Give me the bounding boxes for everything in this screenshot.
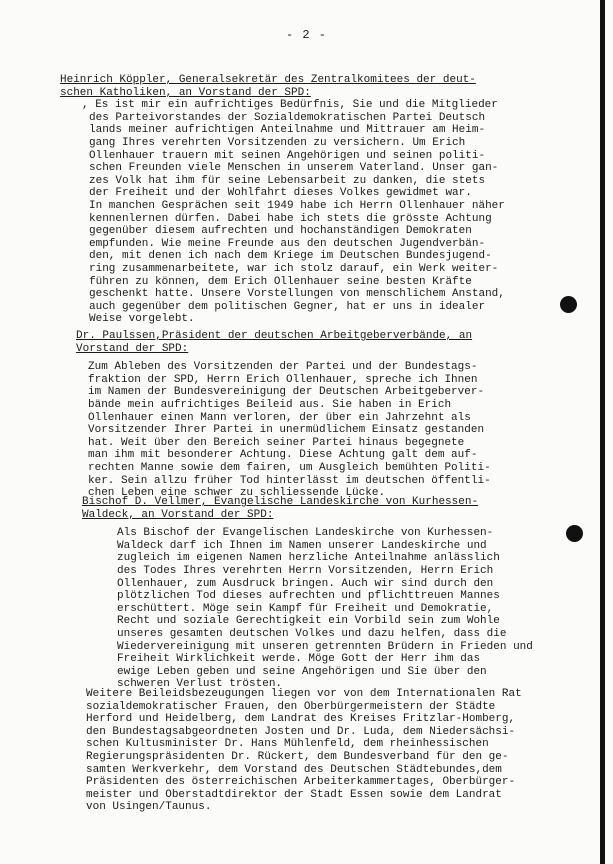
body-line: Wiedervereinigung mit unseren getrennten Brüdern in Frieden und: [117, 640, 533, 653]
body-line: Herford und Heidelberg, dem Landrat des Kreises Fritzlar-Homberg,: [86, 713, 516, 726]
body-line: plötzlichen Tod dieses aufrechten und pflichttreuen Mannes: [117, 590, 500, 603]
body-line: unseres gesamten deutschen Volkes und dazu helfen, dass die: [117, 627, 507, 640]
body-line: meister und Oberstadtdirektor der Stadt Essen sowie dem Landrat: [86, 788, 502, 801]
body-line: den Bundestagsabgeordneten Josten und Dr. Luda, dem Niedersächsi-: [86, 725, 516, 738]
punch-hole-mark: [560, 296, 577, 313]
heading-line: Vorstand der SPD:: [76, 342, 189, 355]
body-line: ker. Sein allzu früher Tod hinterlässt im deutschen öffentli-: [88, 474, 491, 487]
body-line: empfunden. Wie meine Freunde aus den deutschen Jugendverbän-: [89, 237, 486, 250]
body-line: zugleich im eigenen Namen herzliche Anteilnahme anlässlich: [117, 552, 500, 565]
heading-line: Bischof D. Vellmer, Evangelische Landeskirche von Kurhessen-: [82, 496, 479, 508]
body-line: erschüttert. Möge sein Kampf für Freiheit und Demokratie,: [117, 602, 494, 615]
section-heading: [76, 330, 491, 355]
heading-line: Waldeck, an Vorstand der SPD:: [82, 508, 274, 521]
body-line: Weitere Beileidsbezeugungen liegen vor von dem Internationalen Rat: [86, 688, 522, 700]
body-line: im Namen der Bundesvereinigung der Deutschen Arbeitgeberver-: [88, 386, 485, 399]
body-line: ewige Leben geben und seine Angehörigen und Sie über den: [117, 665, 487, 678]
section-vellmer: [82, 496, 533, 691]
heading-line: Dr. Paulssen,Präsident der deutschen Arbeitgeberverbände, an: [76, 330, 473, 342]
body-line: Präsidenten des österreichischen Arbeiterkammertages, Oberbürger-: [86, 776, 516, 789]
body-line: der Freiheit und der Wohlfahrt dieses Volkes gewidmet war.: [89, 187, 472, 200]
body-line: schweren Verlust trösten.: [117, 678, 283, 691]
body-line: des Parteivorstandes der Sozialdemokratischen Partei Deutsch: [89, 111, 486, 124]
body-line: Recht und soziale Gerechtigkeit ein Vorbild sein zum Wohle: [117, 615, 500, 628]
punch-hole-mark: [566, 525, 583, 542]
section-body: [82, 99, 505, 326]
body-line: auch gegenüber dem politischen Gegner, hat er uns in idealer: [89, 300, 486, 313]
closing-paragraph: [86, 688, 522, 814]
body-line: des Todes Ihres verehrten Herrn Vorsitzenden, Herrn Erich: [117, 564, 494, 577]
body-line: führen zu können, dem Erich Ollenhauer seine besten Kräfte: [89, 275, 472, 288]
heading-line: Heinrich Köppler, Generalsekretär des Zentralkomitees der deut-: [60, 74, 476, 86]
body-line: gang Ihres verehrten Vorsitzenden zu versichern. Um Erich: [89, 136, 466, 149]
body-line: hat. Weit über den Bereich seiner Partei hinaus begegnete: [88, 436, 465, 449]
body-line: fraktion der SPD, Herrn Erich Ollenhauer, spreche ich Ihnen: [88, 373, 478, 386]
body-line: Regierungspräsidenten Dr. Rückert, dem Bundesverband für den ge-: [86, 750, 509, 763]
heading-line: schen Katholiken, an Vorstand der SPD:: [60, 86, 311, 99]
body-line: Als Bischof der Evangelischen Landeskirche von Kurhessen-: [117, 527, 494, 540]
body-line: Ollenhauer einen Mann verloren, der über ein Jahrzehnt als: [88, 411, 471, 424]
body-line: schen Freunden viele Menschen in unserem Vaterland. Unser gan-: [89, 162, 499, 175]
body-line: schen Kultusminister Dr. Hans Mühlenfeld, dem rheinhessischen: [86, 738, 489, 751]
body-line: man ihm mit besonderer Achtung. Diese Achtung galt dem auf-: [88, 449, 478, 462]
body-line: Freiheit Wirklichkeit werde. Möge Gott der Herr ihm das: [117, 653, 481, 666]
body-line: Ollenhauer, zum Ausdruck bringen. Auch wir sind durch den: [117, 577, 494, 590]
body-line: rechten Manne sowie dem fairen, um Ausgleich bemühten Politi-: [88, 461, 491, 474]
body-line: den, mit denen ich nach dem Kriege im Deutschen Bundesjugend-: [89, 250, 492, 263]
section-body: [117, 527, 533, 691]
section-heading: [60, 74, 505, 99]
section-paulssen: [76, 330, 491, 500]
page-number: - 2 -: [285, 28, 327, 42]
body-line: kennenlernen dürfen. Dabei habe ich stets die grösste Achtung: [89, 212, 492, 225]
body-line: sozialdemokratischer Frauen, den Oberbürgermeistern der Städte: [86, 700, 496, 713]
body-line: gegenüber diesem aufrechten und hochanständigen Demokraten: [89, 225, 472, 238]
body-line: lands meiner aufrichtigen Anteilnahme und Mittrauer am Heim-: [89, 124, 486, 137]
body-line: chen Leben eine schwer zu schliessende Lücke.: [88, 487, 386, 500]
body-line: bände mein aufrichtiges Beileid aus. Sie haben in Erich: [88, 398, 452, 411]
body-line: von Usingen/Taunus.: [86, 801, 212, 814]
body-line: , Es ist mir ein aufrichtiges Bedürfnis, Sie und die Mitglieder: [82, 99, 498, 112]
section-body: [88, 361, 491, 500]
scan-border: [600, 0, 605, 864]
body-line: Vorsitzender Ihrer Partei in unermüdlichem Einsatz gestanden: [88, 424, 485, 437]
body-line: Zum Ableben des Vorsitzenden der Partei und der Bundestags-: [88, 361, 478, 374]
body-line: In manchen Gesprächen seit 1949 habe ich Herrn Ollenhauer näher: [89, 199, 505, 212]
body-line: samten Werkverkehr, dem Vorstand des Deutschen Städtebundes,dem: [86, 763, 502, 776]
body-line: zes Volk hat ihm für seine Lebensarbeit zu danken, die stets: [89, 174, 486, 187]
body-line: ring zusammenarbeitete, war ich stolz darauf, ein Werk weiter-: [89, 262, 499, 275]
body-line: Weise vorgelebt.: [89, 313, 195, 326]
body-line: geschenkt hatte. Unsere Vorstellungen von menschlichem Anstand,: [89, 288, 505, 301]
body-line: Ollenhauer trauern mit seinen Angehörigen und seinen politi-: [89, 149, 486, 162]
body-line: Waldeck darf ich Ihnen im Namen unserer Landeskirche und: [117, 539, 487, 552]
section-koeppler: [60, 74, 505, 326]
section-heading: [82, 496, 533, 521]
